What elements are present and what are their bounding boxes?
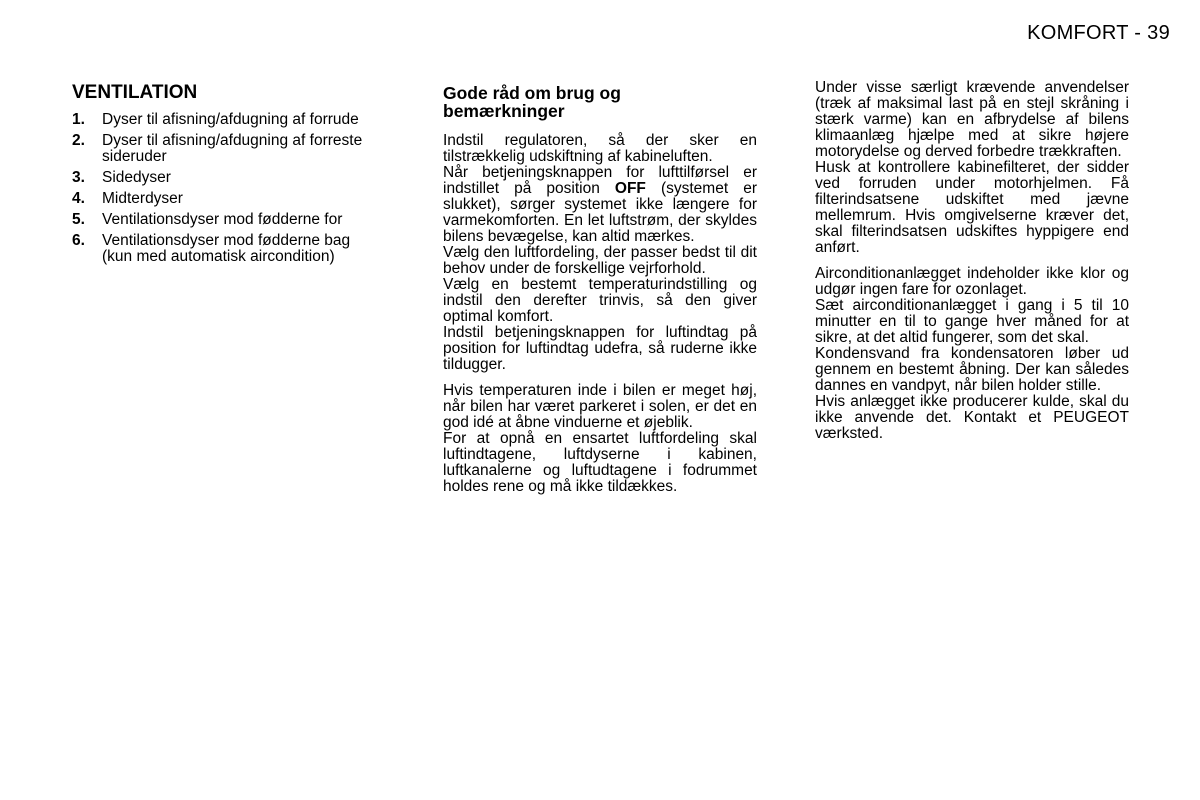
page-number: 39 xyxy=(1147,22,1170,44)
list-item-text: Sidedyser xyxy=(102,169,171,186)
list-item-number: 3. xyxy=(72,169,85,186)
advice-paragraph-1: Indstil regulatoren, så der sker en tilstrækkelig udskiftning af kabineluften. xyxy=(443,132,757,165)
page-header xyxy=(1027,22,1170,45)
advice-title-line-1: Gode råd om brug og xyxy=(443,83,621,103)
advice-paragraph-5: Indstil betjeningsknappen for luftindtag på position for luftindtag udefra, så ruderne ikke tildugger. xyxy=(443,324,757,373)
advice-title-line-2: bemærkninger xyxy=(443,101,565,121)
list-item xyxy=(72,170,372,186)
list-item-text: Midterdyser xyxy=(102,190,183,207)
ventilation-list xyxy=(72,112,372,265)
list-item-text: Dyser til afisning/afdugning af forreste sideruder xyxy=(102,132,363,165)
advice-p2-after: (systemet er slukket), sørger systemet ikke længere for varmekomforten. En let luftstrøm, der skyldes bilens bevægelse, kan altid mærkes. xyxy=(443,180,757,245)
list-item-text: Ventilationsdyser mod fødderne bag (kun med automatisk aircondition) xyxy=(102,232,351,265)
advice-paragraph-6: Hvis temperaturen inde i bilen er meget høj, når bilen har været parkeret i solen, er det en god idé at åbne vinduerne et øjeblik. xyxy=(443,382,757,431)
off-label: OFF xyxy=(614,180,646,197)
advice-column xyxy=(443,80,757,505)
list-item-number: 1. xyxy=(72,111,85,128)
advice-p2-before: Når betjeningsknappen for lufttilførsel er indstillet på position xyxy=(443,164,757,197)
notes-paragraph-5: Kondensvand fra kondensatoren løber ud gennem en bestemt åbning. Der kan således dannes en vandpyt, når bilen holder stille. xyxy=(815,345,1129,394)
list-item-text: Ventilationsdyser mod fødderne for xyxy=(102,211,343,228)
list-item-number: 5. xyxy=(72,211,85,228)
notes-paragraph-6: Hvis anlægget ikke producerer kulde, skal du ikke anvende det. Kontakt et PEUGEOT værksted. xyxy=(815,393,1129,442)
ventilation-title: VENTILATION xyxy=(72,82,198,103)
list-item-number: 4. xyxy=(72,190,85,207)
advice-paragraph-4: Vælg en bestemt temperaturindstilling og indstil den derefter trinvis, så den giver optimal komfort. xyxy=(443,276,757,325)
notes-paragraph-3: Airconditionanlægget indeholder ikke klor og udgør ingen fare for ozonlaget. xyxy=(815,265,1129,298)
list-item-text: Dyser til afisning/afdugning af forrude xyxy=(102,111,359,128)
list-item-number: 6. xyxy=(72,232,85,249)
header-separator: - xyxy=(1128,22,1148,44)
list-item xyxy=(72,112,372,128)
advice-paragraph-7: For at opnå en ensartet luftfordeling skal luftindtagene, luftdyserne i kabinen, luftkanalerne og luftudtagene i fodrummet holdes rene og må ikke tildækkes. xyxy=(443,430,757,495)
notes-paragraph-1: Under visse særligt krævende anvendelser (træk af maksimal last på en stejl skråning i stærk varme) kan en afbrydelse af bilens klimaanlæg hjælpe med at sikre højere motorydelse og derved forbedre trækkraften. xyxy=(815,79,1129,160)
list-item xyxy=(72,133,372,165)
list-item xyxy=(72,191,372,207)
list-item xyxy=(72,233,372,265)
list-item xyxy=(72,212,372,228)
notes-paragraph-2: Husk at kontrollere kabinefilteret, der sidder ved forruden under motorhjelmen. Få filterindsatsene udskiftet med jævne mellemrum. Hvis omgivelserne kræver det, skal filterindsatsen udskiftes hyppigere end anført. xyxy=(815,159,1129,256)
notes-column xyxy=(815,80,1129,452)
advice-paragraph-2 xyxy=(443,165,757,245)
advice-title xyxy=(443,84,757,120)
header-section: KOMFORT xyxy=(1027,22,1129,44)
ventilation-column xyxy=(72,80,372,270)
advice-paragraph-3: Vælg den luftfordeling, der passer bedst til dit behov under de forskellige vejrforhold. xyxy=(443,244,757,277)
notes-paragraph-4: Sæt airconditionanlægget i gang i 5 til 10 minutter en til to gange hver måned for at sikre, at det altid fungerer, som det skal. xyxy=(815,297,1129,346)
list-item-number: 2. xyxy=(72,132,85,149)
